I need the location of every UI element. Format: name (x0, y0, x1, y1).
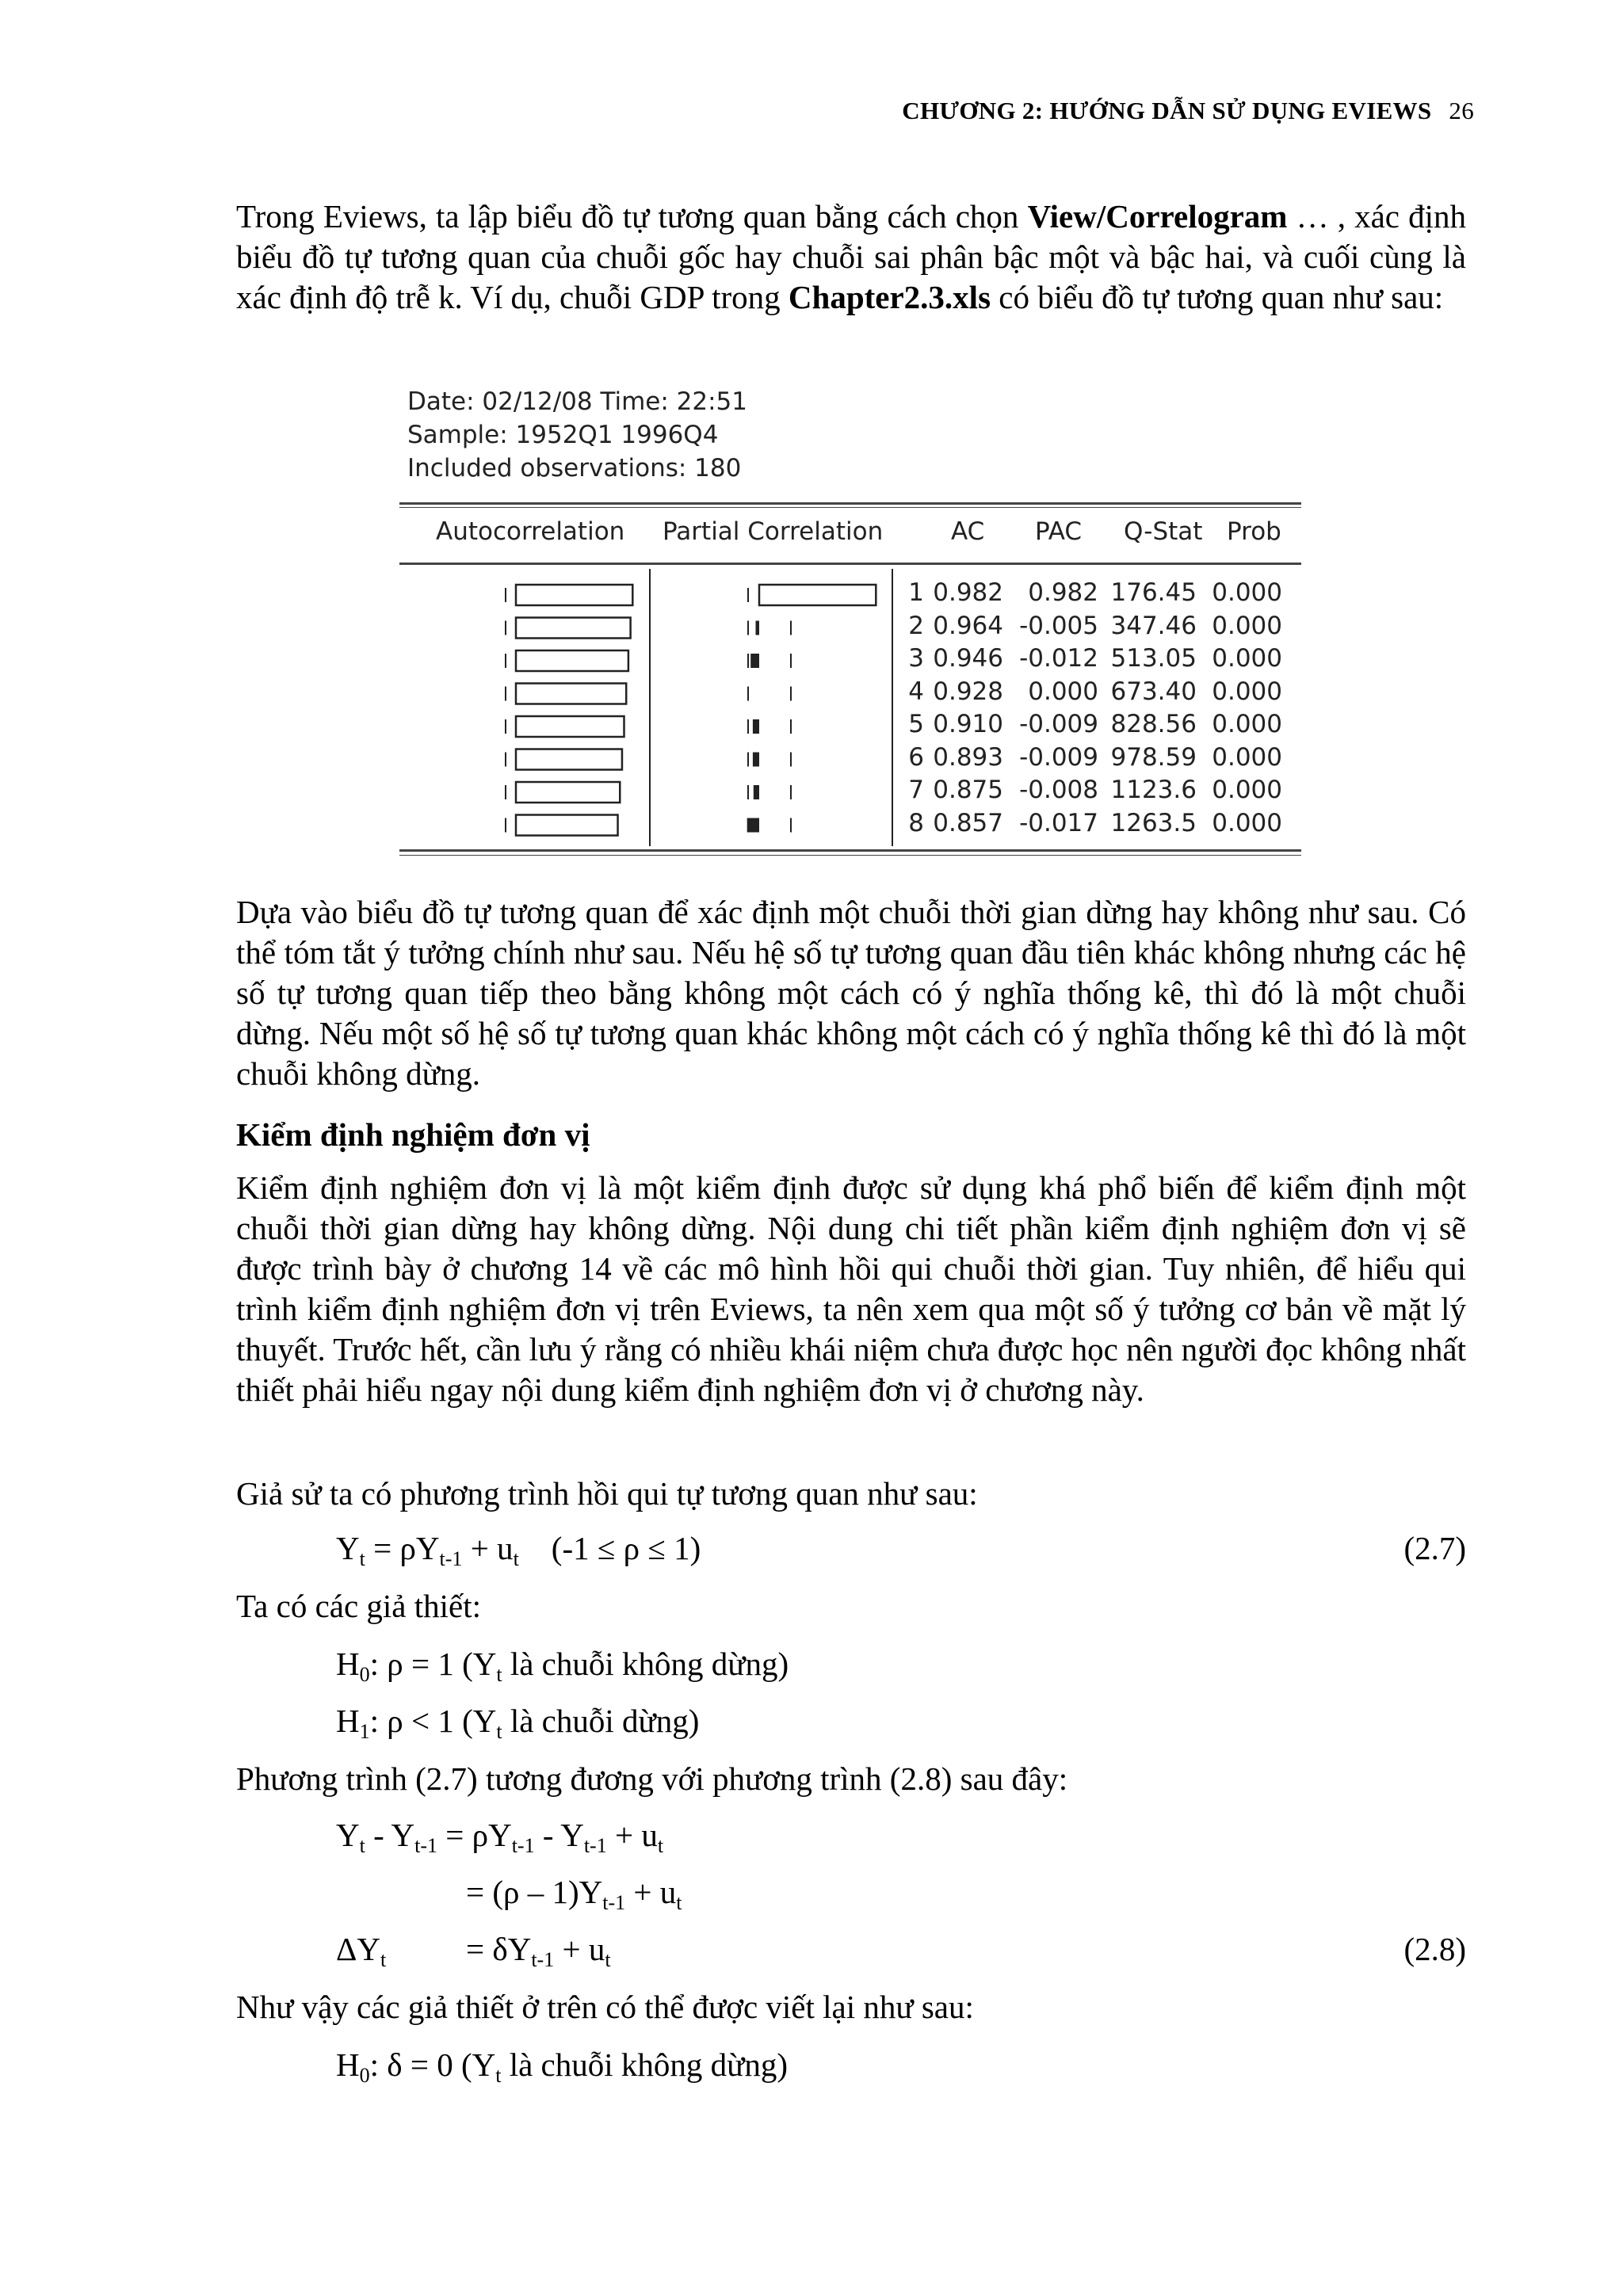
qstat-cell: 828.56 (1110, 710, 1197, 738)
paragraph-stationarity: Dựa vào biểu đồ tự tương quan để xác định một chuỗi thời gian dừng hay không như sau. Có thể tóm tắt ý tưởng chính như sau. Nếu hệ số tự tương quan đầu tiên khác không nhưng các hệ số tự tương quan tiếp theo bằng không một cách có ý nghĩa thống kê, thì đó là một chuỗi dừng. Nếu một số hệ số tự tương quan khác không một cách có ý nghĩa thống kê thì đó là một chuỗi không dừng. (236, 894, 1466, 1092)
page-number: 26 (1449, 97, 1474, 124)
qstat-cell: 673.40 (1110, 677, 1197, 706)
ac-cell: 0.964 (933, 611, 1003, 640)
equation-number-2-8: (2.8) (1403, 1931, 1466, 1967)
col-pac: PAC (1035, 517, 1083, 546)
pac-bar (750, 654, 759, 668)
lag-cell: 5 (908, 710, 924, 738)
lag-cell: 4 (908, 677, 924, 706)
ac-bar (516, 684, 626, 704)
equation-2-7: $Y_t = \rho Y_{t-1} + u_t$ (-1 ≤ ρ ≤ 1) (336, 1530, 701, 1570)
ac-cell: 0.928 (933, 677, 1003, 706)
col-autocorrelation: Autocorrelation (436, 517, 625, 546)
ac-cell: 0.946 (933, 644, 1003, 673)
equation-2-8-line2: = $(\rho - 1)Y_{t-1} + u_t$ (466, 1874, 682, 1914)
correlogram-output (395, 379, 1306, 870)
pac-bar (753, 753, 759, 767)
paragraph-rewrite: Như vậy các giả thiết ở trên có thể được viết lại như sau: (236, 1989, 974, 2025)
qstat-cell: 176.45 (1110, 578, 1197, 607)
equation-2-8-line3-rhs: = $\delta Y_{t-1} + u_t$ (466, 1931, 611, 1971)
ac-cell: 0.875 (933, 776, 1003, 804)
pac-bar (747, 818, 759, 833)
intro-paragraph: Trong Eviews, ta lập biểu đồ tự tương quan bằng cách chọn View/Correlogram … , xác định biểu đồ tự tương quan của chuỗi gốc hay chuỗi sai phân bậc một và bậc hai, và cuối cùng là xác định độ trễ k. Ví dụ, chuỗi GDP trong Chapter2.3.xls có biểu đồ tự tương quan như sau: (236, 198, 1466, 315)
file-name: Chapter2.3.xls (788, 279, 991, 315)
lag-cell: 8 (908, 808, 924, 837)
equation-2-8-line3: $\Delta Y_t$ (336, 1931, 387, 1971)
pac-cell: 0.000 (1028, 677, 1098, 706)
lag-cell: 7 (908, 776, 924, 804)
qstat-cell: 1263.5 (1110, 808, 1197, 837)
col-ac: AC (951, 517, 985, 546)
ac-bar (516, 782, 620, 803)
paragraph-equivalent: Phương trình (2.7) tương đương với phương trình (2.8) sau đây: (236, 1760, 1068, 1797)
running-header (902, 97, 1474, 125)
paragraph-regression: Giả sử ta có phương trình hồi qui tự tương quan như sau: (236, 1475, 978, 1512)
ac-bar (516, 749, 622, 770)
qstat-cell: 347.46 (1110, 611, 1197, 640)
ac-bar (516, 716, 624, 737)
lag-cell: 2 (908, 611, 924, 640)
pac-cell: -0.009 (1019, 710, 1098, 738)
prob-cell: 0.000 (1212, 578, 1282, 607)
pac-bar (753, 719, 759, 734)
hypothesis-h1-rho: $H_1$: ρ < 1 ($Y_t$ là chuỗi dừng) (336, 1703, 700, 1743)
prob-cell: 0.000 (1212, 742, 1282, 772)
equation-2-8-line1: $Y_t - Y_{t-1} = \rho Y_{t-1} - Y_{t-1} + u_t$ (336, 1817, 664, 1857)
ac-bar (516, 815, 618, 836)
ac-cell: 0.982 (933, 578, 1003, 607)
obs-line: Included observations: 180 (407, 454, 742, 482)
prob-cell: 0.000 (1212, 776, 1282, 804)
ac-bar (516, 618, 631, 639)
table-rule-bottom-2 (399, 855, 1301, 856)
prob-cell: 0.000 (1212, 808, 1282, 837)
paragraph-unit-root: Kiểm định nghiệm đơn vị là một kiểm định được sử dụng khá phổ biến để kiểm định một chuỗi thời gian dừng hay không dừng. Nội dung chi tiết phần kiểm định nghiệm đơn vị sẽ được trình bày ở chương 14 về các mô hình hồi qui chuỗi thời gian. Tuy nhiên, để hiểu qui trình kiểm định nghiệm đơn vị trên Eviews, ta nên xem qua một số ý tưởng cơ bản về mặt lý thuyết. Trước hết, cần lưu ý rằng có nhiều khái niệm chưa được học nên người đọc không nhất thiết phải hiểu ngay nội dung kiểm định nghiệm đơn vị ở chương này. (236, 1169, 1466, 1408)
ac-cell: 0.910 (933, 710, 1003, 738)
prob-cell: 0.000 (1212, 710, 1282, 738)
chapter-title: CHƯƠNG 2: HƯỚNG DẪN SỬ DỤNG EVIEWS (902, 97, 1432, 124)
lag-cell: 6 (908, 742, 924, 772)
paragraph-hypotheses: Ta có các giả thiết: (236, 1588, 482, 1624)
col-partial-correlation: Partial Correlation (663, 517, 884, 546)
ac-cell: 0.857 (933, 808, 1003, 837)
prob-cell: 0.000 (1212, 644, 1282, 673)
pac-cell: 0.982 (1028, 578, 1098, 607)
pac-cell: -0.008 (1019, 776, 1098, 804)
pac-bar (754, 785, 759, 799)
pac-cell: -0.009 (1019, 742, 1098, 772)
ac-bar (516, 585, 632, 605)
pac-bar (759, 585, 876, 605)
lag-cell: 1 (908, 578, 924, 607)
sample-line: Sample: 1952Q1 1996Q4 (407, 421, 719, 449)
menu-path: View/Correlogram (1027, 198, 1288, 235)
table-rule-bottom (399, 849, 1301, 852)
pac-cell: -0.017 (1019, 808, 1098, 837)
col-prob: Prob (1227, 517, 1281, 546)
hypothesis-h0-rho: $H_0$: ρ = 1 ($Y_t$ là chuỗi không dừng) (336, 1646, 789, 1686)
lag-cell: 3 (908, 644, 924, 673)
hypothesis-h0-delta: $H_0$: δ = 0 ($Y_t$ là chuỗi không dừng) (336, 2046, 789, 2087)
pac-bar (756, 621, 760, 635)
pac-cell: -0.005 (1019, 611, 1098, 640)
qstat-cell: 978.59 (1110, 742, 1197, 772)
pac-cell: -0.012 (1019, 644, 1098, 673)
qstat-cell: 513.05 (1110, 644, 1197, 673)
ac-cell: 0.893 (933, 742, 1003, 772)
date-line: Date: 02/12/08 Time: 22:51 (407, 387, 747, 416)
prob-cell: 0.000 (1212, 611, 1282, 640)
section-heading: Kiểm định nghiệm đơn vị (236, 1116, 590, 1153)
ac-bar (516, 650, 628, 671)
equation-number-2-7: (2.7) (1403, 1530, 1466, 1566)
prob-cell: 0.000 (1212, 677, 1282, 706)
col-qstat: Q-Stat (1124, 517, 1203, 546)
qstat-cell: 1123.6 (1110, 776, 1197, 804)
